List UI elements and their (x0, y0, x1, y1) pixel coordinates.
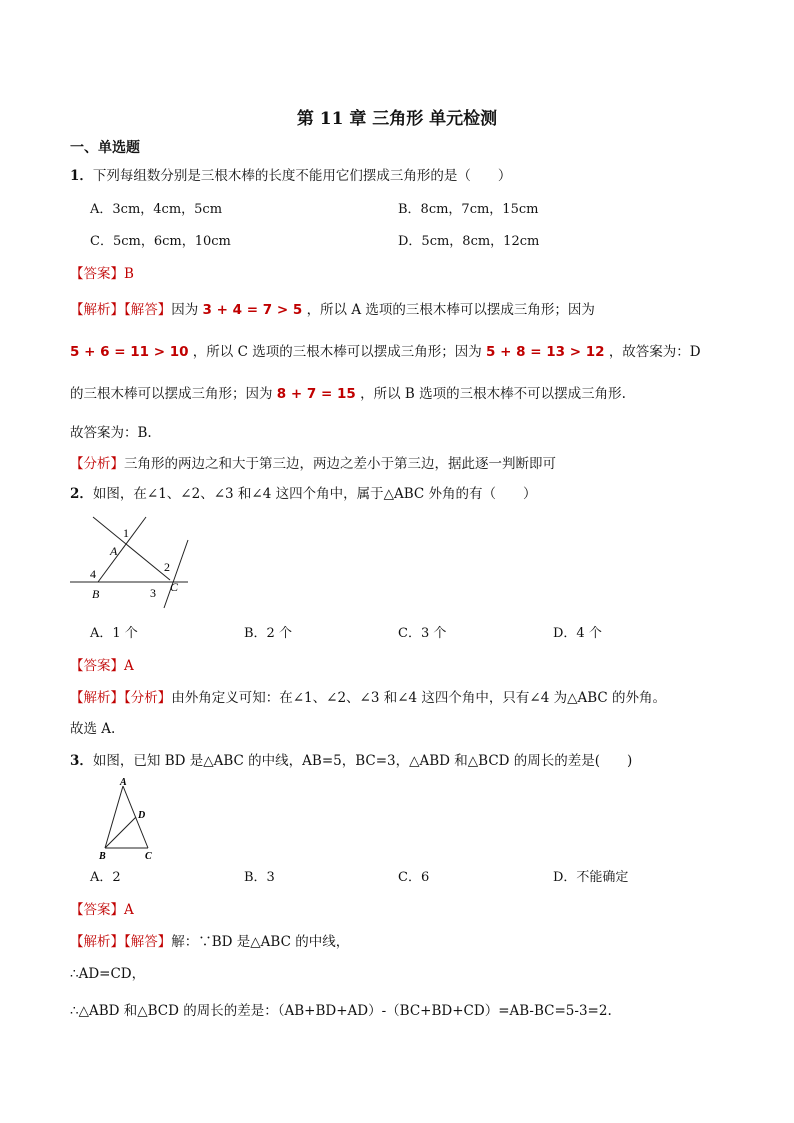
line-through-c (164, 540, 188, 608)
label-4: 4 (90, 567, 96, 581)
analysis-tag: 【解析】 (70, 690, 124, 706)
answer-value: A (124, 902, 134, 918)
q1-conclusion: 故答案为：B. (70, 425, 152, 441)
q1-option-a: A．3cm，4cm，5cm (90, 202, 223, 217)
line-through-a-c (93, 517, 170, 580)
q3-solution-line-3: ∴△ABD 和△BCD 的周长的差是：（AB+BD+AD）-（BC+BD+CD）=AB-BC=5-3=2. (70, 1003, 612, 1019)
note-tag: 【分析】 (124, 690, 172, 706)
section-title: 一、单选题 (70, 140, 140, 156)
answer-tag: 【答案】 (70, 266, 124, 282)
q3-triangle-figure (96, 776, 166, 862)
note-text: 三角形的两边之和大于第三边，两边之差小于第三边，据此逐一判断即可 (124, 456, 556, 472)
q2-option-a: A．1 个 (90, 626, 138, 641)
q1-analysis-note (70, 452, 556, 472)
math-expression: 5 + 8 = 13 > 12 (486, 344, 605, 360)
q1-answer (70, 262, 134, 282)
q3-option-b: B．3 (244, 870, 275, 885)
label-a: A (110, 544, 118, 558)
analysis-tag: 【解析】 (70, 934, 124, 950)
label-1: 1 (123, 526, 129, 540)
q1-option-d: D．5cm，8cm，12cm (398, 234, 540, 249)
solution-text: ，所以 C 选项的三根木棒可以摆成三角形；因为 (192, 344, 482, 360)
q3-solution-line-1 (70, 930, 349, 950)
q3-option-a: A．2 (90, 870, 121, 885)
answer-value: A (124, 658, 134, 674)
solution-text: ，所以 B 选项的三根木棒不可以摆成三角形. (360, 386, 626, 402)
label-a: A (120, 777, 127, 788)
question-text: 下列每组数分别是三根木棒的长度不能用它们摆成三角形的是（ ） (92, 168, 512, 184)
answer-value: B (124, 266, 134, 282)
page-title: 第 11 章 三角形 单元检测 (296, 109, 498, 129)
q2-option-b: B．2 个 (244, 626, 292, 641)
label-c: C (170, 580, 179, 594)
q2-option-d: D．4 个 (553, 626, 602, 641)
question-3-stem (70, 749, 632, 769)
q1-solution-line-3 (70, 382, 626, 402)
solution-tag: 【解答】 (124, 934, 172, 950)
math-expression: 8 + 7 = 15 (276, 386, 356, 402)
q3-answer (70, 898, 134, 918)
q1-option-c: C．5cm，6cm，10cm (90, 234, 231, 249)
q2-answer (70, 654, 134, 674)
q2-triangle-figure (68, 512, 198, 612)
label-b: B (99, 851, 106, 862)
note-tag: 【分析】 (70, 456, 124, 472)
question-number: 3． (70, 753, 93, 769)
q2-analysis (70, 686, 666, 706)
question-2-stem (70, 482, 537, 502)
label-2: 2 (164, 560, 170, 574)
math-expression: 3 + 4 = 7 > 5 (202, 302, 303, 318)
q3-solution-line-2: ∴AD=CD， (70, 966, 146, 982)
solution-text: 的三根木棒可以摆成三角形；因为 (70, 386, 273, 402)
solution-text: ，故答案为：D (608, 344, 701, 360)
q1-solution-line-1 (70, 298, 595, 318)
solution-tag: 【解答】 (124, 302, 172, 318)
answer-tag: 【答案】 (70, 658, 124, 674)
math-expression: 5 + 6 = 11 > 10 (70, 344, 189, 360)
question-number: 1． (70, 168, 93, 184)
question-text: 如图，已知 BD 是△ABC 的中线，AB=5，BC=3，△ABD 和△BCD 的周长的差是( ) (92, 753, 633, 769)
question-1-stem (70, 164, 511, 184)
label-c: C (145, 851, 152, 862)
q1-solution-line-2 (70, 340, 701, 360)
q3-option-d: D．不能确定 (553, 870, 629, 885)
label-b: B (92, 587, 100, 601)
question-text: 如图，在∠1、∠2、∠3 和∠4 这四个角中，属于△ABC 外角的有（ ） (92, 486, 537, 502)
q2-conclusion: 故选 A. (70, 721, 116, 737)
question-number: 2． (70, 486, 93, 502)
q1-option-b: B．8cm，7cm，15cm (398, 202, 539, 217)
solution-text: 因为 (171, 302, 199, 318)
solution-text: 解：∵BD 是△ABC 的中线， (171, 934, 350, 950)
answer-tag: 【答案】 (70, 902, 124, 918)
solution-text: ，所以 A 选项的三根木棒可以摆成三角形；因为 (306, 302, 595, 318)
label-d: D (138, 810, 146, 821)
q3-option-c: C．6 (398, 870, 430, 885)
note-text: 由外角定义可知：在∠1、∠2、∠3 和∠4 这四个角中，只有∠4 为△ABC 的外角。 (171, 690, 667, 706)
analysis-tag: 【解析】 (70, 302, 124, 318)
q2-option-c: C．3 个 (398, 626, 447, 641)
label-3: 3 (150, 586, 156, 600)
